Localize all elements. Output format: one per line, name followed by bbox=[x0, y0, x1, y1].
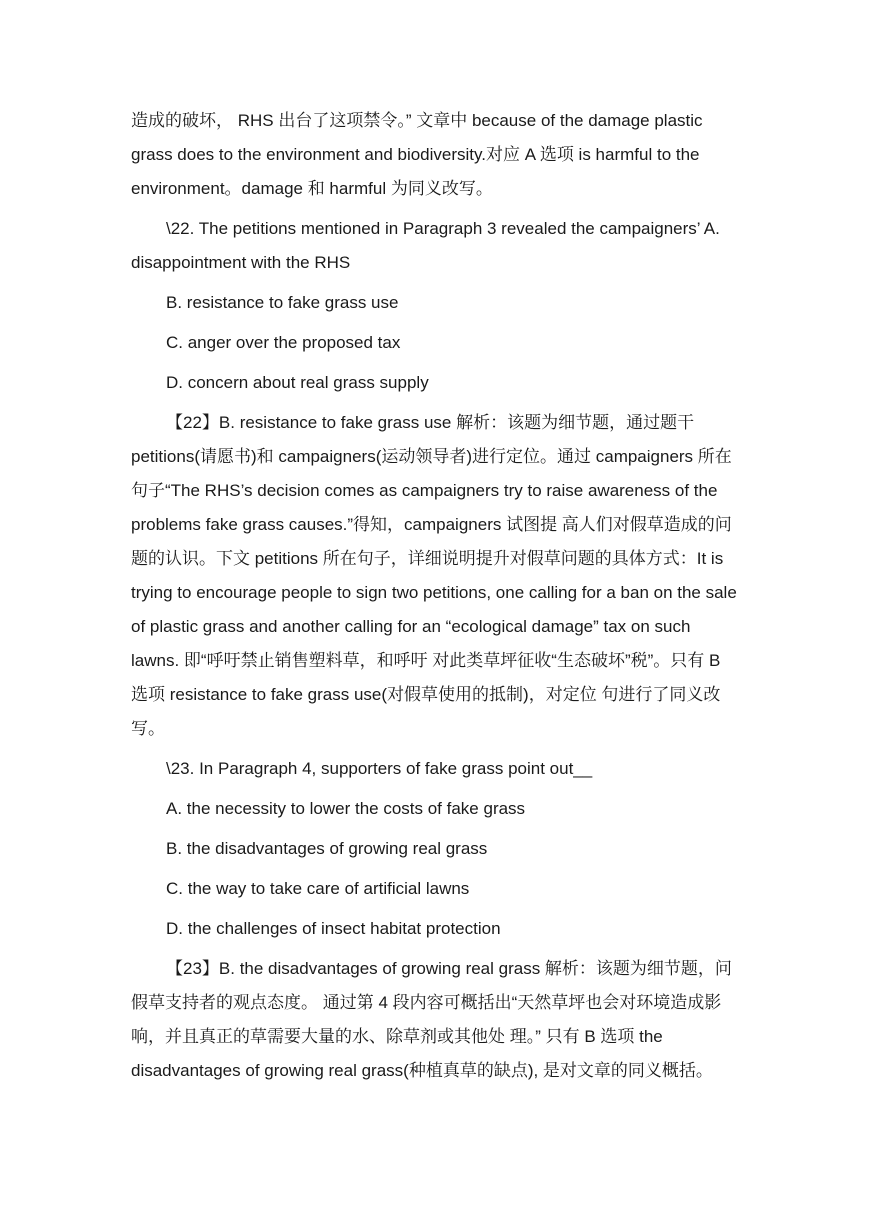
question-23-option-d: D. the challenges of insect habitat protection bbox=[166, 919, 501, 938]
question-23: \23. In Paragraph 4, supporters of fake grass point out__ bbox=[166, 759, 593, 778]
question-22-option-b: B. resistance to fake grass use bbox=[166, 293, 399, 312]
question-22: \22. The petitions mentioned in Paragraph 3 revealed the campaigners’ A. disappointment with the RHS bbox=[131, 219, 720, 272]
intro-paragraph: 造成的破坏， RHS 出台了这项禁令。” 文章中 because of the damage plastic grass does to the environment and biodiversity.对应 A 选项 is harmful to the environment。damage 和 harmful 为同义改写。 bbox=[131, 111, 703, 198]
document-body bbox=[131, 104, 741, 1088]
question-23-option-a: A. the necessity to lower the costs of fake grass bbox=[166, 799, 526, 818]
answer-23-explanation: 【23】B. the disadvantages of growing real grass 解析：该题为细节题，问假草支持者的观点态度。 通过第 4 段内容可概括出“天然草坪也会对环境造成影响，并且真正的草需要大量的水、除草剂或其他处 理。” 只有 B 选项 the disadvantages of growing real grass(种植真草的缺点), 是对文章的同义概括。 bbox=[131, 959, 732, 1080]
question-22-option-c: C. anger over the proposed tax bbox=[166, 333, 401, 352]
question-22-option-d: D. concern about real grass supply bbox=[166, 373, 429, 392]
question-23-option-c: C. the way to take care of artificial lawns bbox=[166, 879, 470, 898]
question-23-option-b: B. the disadvantages of growing real grass bbox=[166, 839, 488, 858]
answer-22-explanation: 【22】B. resistance to fake grass use 解析：该题为细节题，通过题干 petitions(请愿书)和 campaigners(运动领导者)进行定位。通过 campaigners 所在句子“The RHS’s decision comes as campaigners try to raise awareness of the problems fake grass causes.”得知，campaigners 试图提 高人们对假草造成的问题的认识。下文 petitions 所在句子，详细说明提升对假草问题的具体方式：It is trying to encourage people to sign two petitions, one calling for a ban on the sale of plastic grass and another calling for an “ecological damage” tax on such lawns. 即“呼吁禁止销售塑料草，和呼吁 对此类草坪征收“生态破坏”税”。只有 B 选项 resistance to fake grass use(对假草使用的抵制)，对定位 句进行了同义改写。 bbox=[131, 413, 737, 738]
